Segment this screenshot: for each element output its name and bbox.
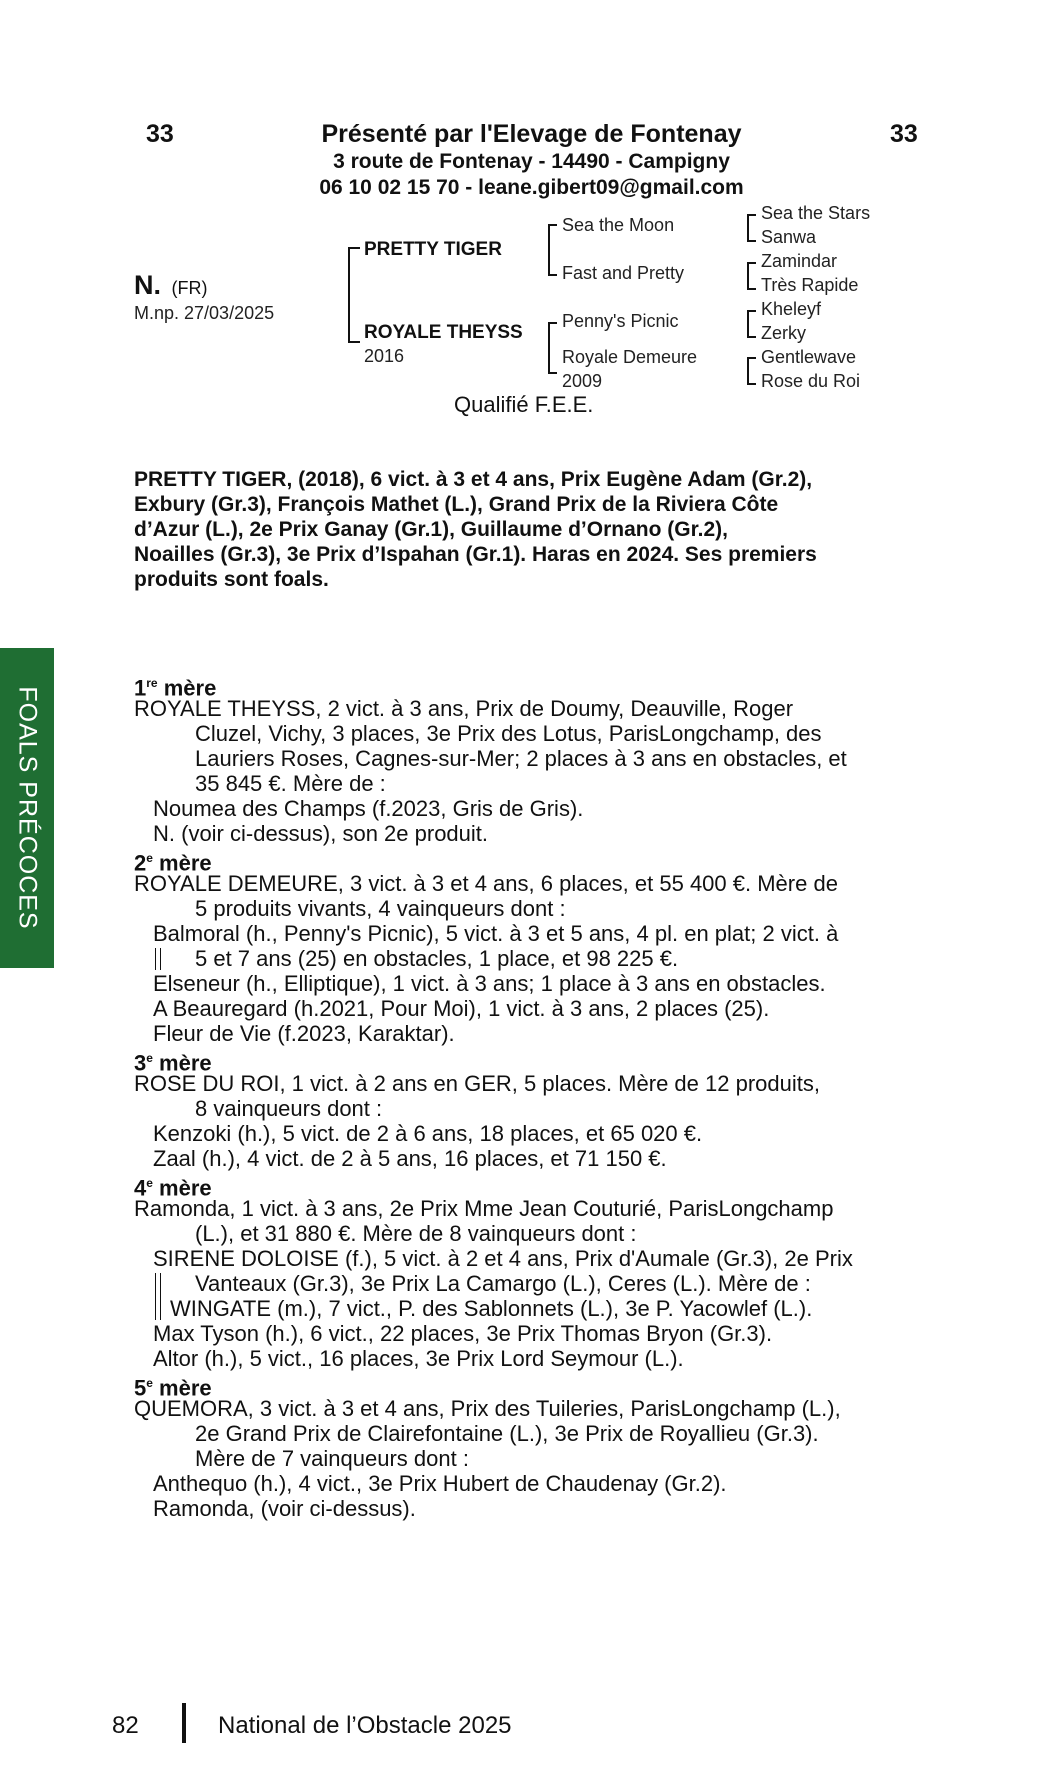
dam-3-line-2: 8 vainqueurs dont : [195, 1096, 383, 1121]
pedigree-bracket-sire [548, 224, 557, 276]
lot-number-left: 33 [146, 120, 174, 148]
pedigree-bracket-parents [348, 247, 360, 343]
sire-line-4: Noailles (Gr.3), 3e Prix d’Ispahan (Gr.1). Haras en 2024. Ses premiers [134, 543, 817, 566]
dam-3-num: 3 [134, 1050, 147, 1076]
dam-2-line-2: 5 produits vivants, 4 vainqueurs dont : [195, 896, 566, 921]
pedigree-g3-2: Sanwa [761, 227, 817, 247]
pedigree-bracket-g3-4 [747, 357, 756, 385]
pedigree-dam-year: 2016 [364, 346, 405, 366]
pedigree-g3-7: Gentlewave [761, 347, 857, 367]
dam-4-num: 4 [134, 1175, 147, 1201]
pedigree-g3-1: Sea the Stars [761, 203, 871, 223]
qualification: Qualifié F.E.E. [454, 392, 594, 417]
sire-paragraph [134, 467, 817, 592]
produce-vbar [155, 1273, 156, 1320]
side-tab-label: FOALS PRÉCOCES [13, 686, 42, 930]
horse-name: N. [134, 270, 161, 300]
dam-5-line-2: 2e Grand Prix de Clairefontaine (L.), 3e Prix de Royallieu (Gr.3). [195, 1421, 819, 1446]
dam-5-num: 5 [134, 1375, 147, 1401]
dam-5-produce-2: Ramonda, (voir ci-dessus). [153, 1496, 416, 1521]
dam-3-line-1: ROSE DU ROI, 1 vict. à 2 ans en GER, 5 places. Mère de 12 produits, [134, 1071, 820, 1096]
pedigree-g3-8: Rose du Roi [761, 371, 861, 391]
horse-origin: (FR) [171, 278, 208, 298]
dam-2-line-1: ROYALE DEMEURE, 3 vict. à 3 et 4 ans, 6 places, et 55 400 €. Mère de [134, 871, 838, 896]
pedigree-bracket-g3-2 [747, 262, 756, 290]
pedigree-dam-dam: Royale Demeure [562, 347, 698, 367]
pedigree-sire-dam: Fast and Pretty [562, 263, 685, 283]
dam-2-produce-4: Fleur de Vie (f.2023, Karaktar). [153, 1021, 455, 1046]
footer-divider [182, 1703, 186, 1743]
pedigree-sire: PRETTY TIGER [364, 239, 502, 260]
dam-5-line-3: Mère de 7 vainqueurs dont : [195, 1446, 469, 1471]
dam-4-line-2: (L.), et 31 880 €. Mère de 8 vainqueurs dont : [195, 1221, 637, 1246]
dam-2-produce-1a: Balmoral (h., Penny's Picnic), 5 vict. à 3 et 5 ans, 4 pl. en plat; 2 vict. à [153, 921, 839, 946]
horse-id [134, 270, 207, 301]
page-number: 82 [112, 1712, 139, 1739]
pedigree-bracket-g3-3 [747, 310, 756, 338]
dam-3-sup: e [146, 1051, 153, 1065]
pedigree-g3-6: Zerky [761, 323, 806, 343]
produce-vbar [155, 948, 156, 970]
dam-1-produce-2: N. (voir ci-dessus), son 2e produit. [153, 821, 489, 846]
pedigree-g3-4: Très Rapide [761, 275, 859, 295]
dam-1-line-1: ROYALE THEYSS, 2 vict. à 3 ans, Prix de Doumy, Deauville, Roger [134, 696, 794, 721]
pedigree-dam: ROYALE THEYSS [364, 322, 523, 343]
sire-line-5: produits sont foals. [134, 568, 329, 591]
dam-1-num: 1 [134, 675, 147, 701]
dam-1-line-4: 35 845 €. Mère de : [195, 771, 386, 796]
pedigree-dam-sire: Penny's Picnic [562, 311, 679, 331]
dam-4-line-1: Ramonda, 1 vict. à 3 ans, 2e Prix Mme Jean Couturié, ParisLongchamp [134, 1196, 834, 1221]
dam-2-num: 2 [134, 850, 147, 876]
dam-1-line-2: Cluzel, Vichy, 3 places, 3e Prix des Lotus, ParisLongchamp, des [195, 721, 822, 746]
pedigree-bracket-dam [548, 322, 557, 374]
dam-1-produce-1: Noumea des Champs (f.2023, Gris de Gris). [153, 796, 584, 821]
pedigree-g3-3: Zamindar [761, 251, 838, 271]
lot-number-right: 33 [890, 120, 918, 148]
dam-5-produce-1: Anthequo (h.), 4 vict., 3e Prix Hubert de Chaudenay (Gr.2). [153, 1471, 727, 1496]
dam-1-line-3: Lauriers Roses, Cagnes-sur-Mer; 2 places à 3 ans en obstacles, et [195, 746, 847, 771]
pedigree-bracket-g3-1 [747, 214, 756, 242]
dam-2-produce-2: Elseneur (h., Elliptique), 1 vict. à 3 ans; 1 place à 3 ans en obstacles. [153, 971, 826, 996]
sire-line-3: d’Azur (L.), 2e Prix Ganay (Gr.1), Guillaume d’Ornano (Gr.2), [134, 518, 728, 541]
dam-1-sup: re [146, 676, 158, 690]
produce-vbar [160, 1273, 161, 1320]
presenter-contact: 06 10 02 15 70 - leane.gibert09@gmail.com [319, 176, 744, 199]
dam-2-sup: e [146, 851, 153, 865]
dam-4-sup: e [146, 1176, 153, 1190]
dam-3-word: mère [152, 1050, 212, 1076]
dam-1-word: mère [157, 675, 217, 701]
horse-birth: M.np. 27/03/2025 [134, 303, 275, 323]
publication-name: National de l’Obstacle 2025 [218, 1712, 512, 1739]
sire-line-1: PRETTY TIGER, (2018), 6 vict. à 3 et 4 ans, Prix Eugène Adam (Gr.2), [134, 468, 813, 491]
dam-3-produce-1: Kenzoki (h.), 5 vict. de 2 à 6 ans, 18 places, et 65 020 €. [153, 1121, 703, 1146]
produce-vbar [160, 948, 161, 970]
dam-4-produce-3: Altor (h.), 5 vict., 16 places, 3e Prix Lord Seymour (L.). [153, 1346, 684, 1371]
pedigree-g3-5: Kheleyf [761, 299, 822, 319]
dam-4-produce-1c: WINGATE (m.), 7 vict., P. des Sablonnets (L.), 3e P. Yacowlef (L.). [170, 1296, 813, 1321]
dam-4-produce-2: Max Tyson (h.), 6 vict., 22 places, 3e Prix Thomas Bryon (Gr.3). [153, 1321, 773, 1346]
dam-4-produce-1a: SIRENE DOLOISE (f.), 5 vict. à 2 et 4 ans, Prix d'Aumale (Gr.3), 2e Prix [153, 1246, 853, 1271]
dam-2-produce-3: A Beauregard (h.2021, Pour Moi), 1 vict. à 3 ans, 2 places (25). [153, 996, 770, 1021]
dam-2-word: mère [152, 850, 212, 876]
pedigree-sire-sire: Sea the Moon [562, 215, 675, 235]
dam-5-sup: e [146, 1376, 153, 1390]
pedigree-dam-dam-year: 2009 [562, 371, 603, 391]
sire-line-2: Exbury (Gr.3), François Mathet (L.), Grand Prix de la Riviera Côte [134, 493, 779, 516]
dam-5-line-1: QUEMORA, 3 vict. à 3 et 4 ans, Prix des Tuileries, ParisLongchamp (L.), [134, 1396, 841, 1421]
dam-4-word: mère [152, 1175, 212, 1201]
dam-2-produce-1b: 5 et 7 ans (25) en obstacles, 1 place, et 98 225 €. [195, 946, 679, 971]
presenter-address: 3 route de Fontenay - 14490 - Campigny [333, 150, 730, 173]
presenter-title: Présenté par l'Elevage de Fontenay [321, 120, 742, 148]
dam-5-word: mère [152, 1375, 212, 1401]
dam-4-produce-1b: Vanteaux (Gr.3), 3e Prix La Camargo (L.), Ceres (L.). Mère de : [195, 1271, 811, 1296]
dam-3-produce-2: Zaal (h.), 4 vict. de 2 à 5 ans, 16 places, et 71 150 €. [153, 1146, 667, 1171]
